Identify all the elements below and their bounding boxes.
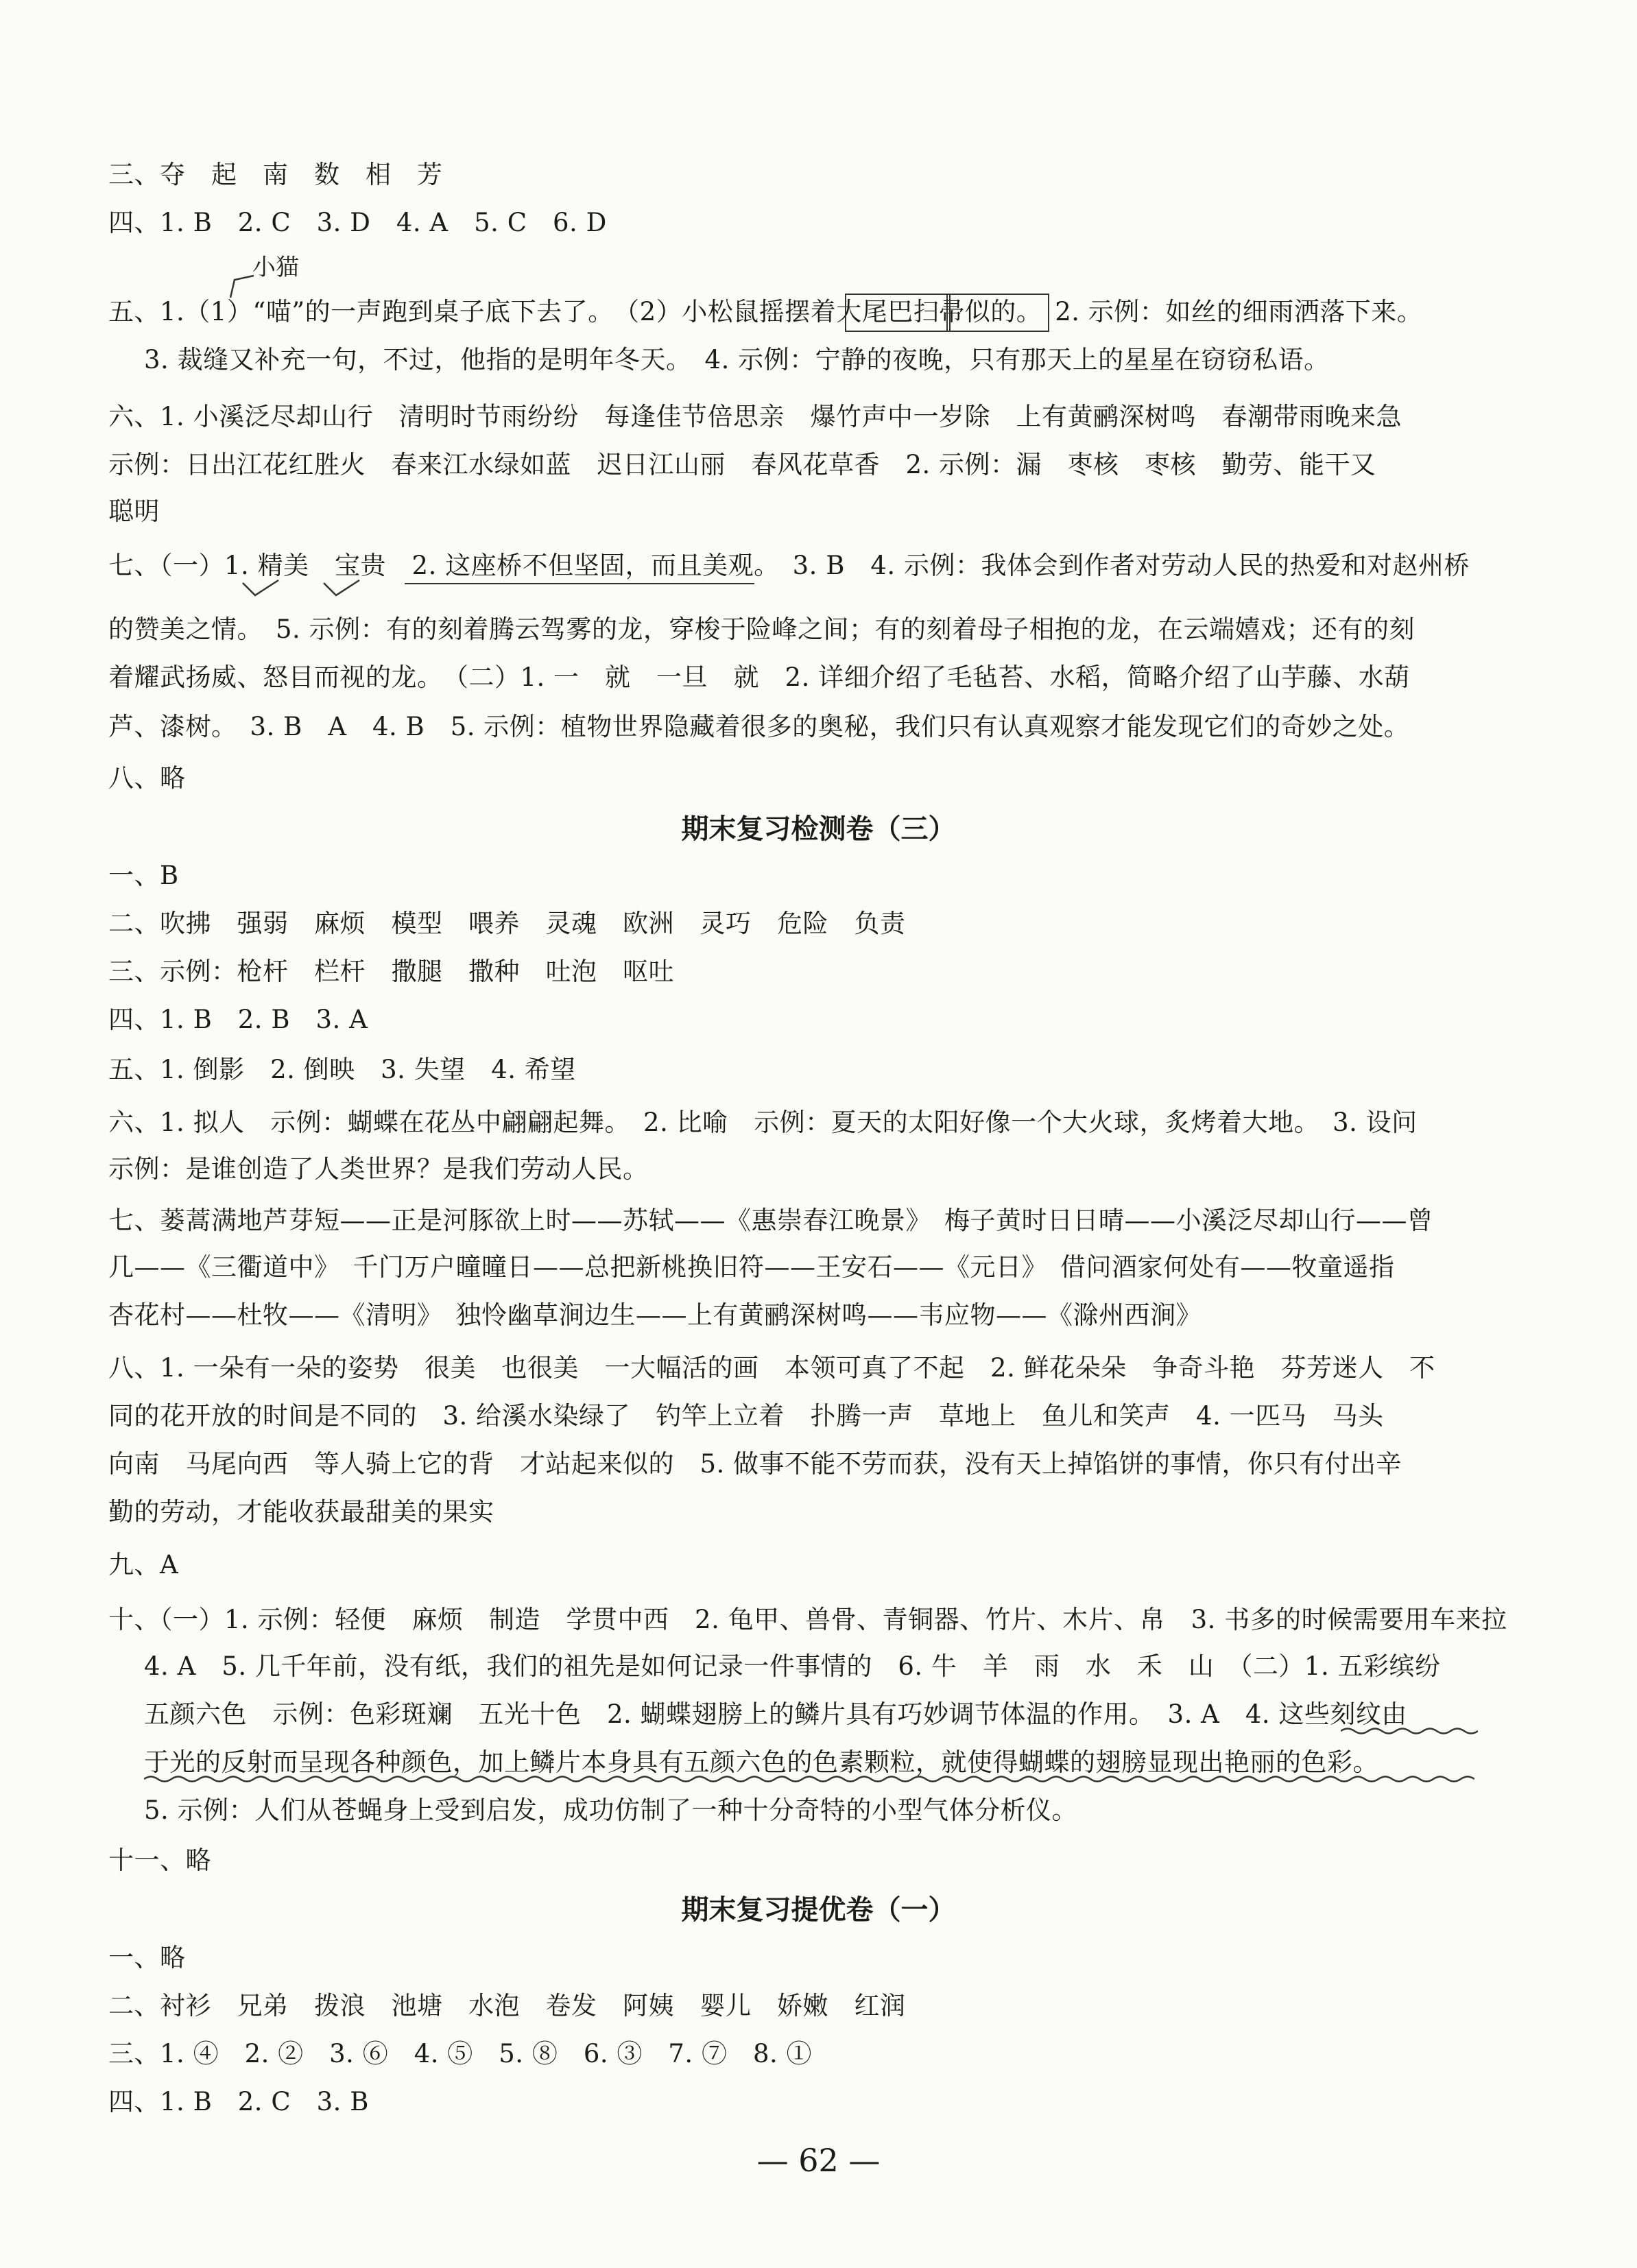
answer-line: 四、1. B 2. C 3. D 4. A 5. C 6. D — [108, 208, 607, 237]
answer-line: 五颜六色 示例：色彩斑斓 五光十色 2. 蝴蝶翅膀上的鳞片具有巧妙调节体温的作用。 3. A 4. 这些刻纹由 — [144, 1699, 1407, 1729]
answer-line: 五、1. 倒影 2. 倒映 3. 失望 4. 希望 — [108, 1055, 576, 1084]
answer-line: 八、略 — [108, 763, 186, 793]
check-mark-icon — [321, 577, 362, 598]
answer-line: 聪明 — [108, 497, 160, 526]
answer-line: 勤的劳动，才能收获最甜美的果实 — [108, 1497, 494, 1527]
answer-line: 向南 马尾向西 等人骑上它的背 才站起来似的 5. 做事不能不劳而获，没有天上掉馅饼的事情，你只有付出辛 — [108, 1449, 1402, 1479]
answer-line: 几——《三衢道中》 千门万户曈曈日——总把新桃换旧符——王安石——《元日》 借问酒家何处有——牧童遥指 — [108, 1252, 1395, 1282]
answer-line: 八、1. 一朵有一朵的姿势 很美 也很美 一大幅活的画 本领可真了不起 2. 鲜花朵朵 争奇斗艳 芬芳迷人 不 — [108, 1353, 1435, 1383]
answer-line: 4. A 5. 几千年前，没有纸，我们的祖先是如何记录一件事情的 6. 牛 羊 雨 水 禾 山 （二）1. 五彩缤纷 — [144, 1651, 1441, 1681]
answer-line: 三、1. ④ 2. ② 3. ⑥ 4. ⑤ 5. ⑧ 6. ③ 7. ⑦ 8. ① — [108, 2039, 813, 2068]
answer-line: 七、（一）1. 精美 宝贵 2. 这座桥不但坚固，而且美观。 3. B 4. 示例：我体会到作者对劳动人民的热爱和对赵州桥 — [108, 551, 1470, 580]
answer-line: 5. 示例：人们从苍蝇身上受到启发，成功仿制了一种十分奇特的小型气体分析仪。 — [144, 1795, 1078, 1825]
wavy-underline — [1341, 1726, 1478, 1736]
answer-line: 杏花村——杜牧——《清明》 独怜幽草涧边生——上有黄鹂深树鸣——韦应物——《滁州西涧》 — [108, 1300, 1202, 1330]
answer-line: 示例：日出江花红胜火 春来江水绿如蓝 迟日江山丽 春风花草香 2. 示例：漏 枣核 枣核 勤劳、能干又 — [108, 450, 1376, 479]
answer-line: 二、吹拂 强弱 麻烦 模型 喂养 灵魂 欧洲 灵巧 危险 负责 — [108, 909, 906, 938]
handwritten-box — [946, 294, 1049, 332]
check-mark-icon — [240, 577, 281, 598]
answer-line: 十、（一）1. 示例：轻便 麻烦 制造 学贯中西 2. 龟甲、兽骨、青铜器、竹片、木片、帛 3. 书多的时候需要用车来拉 — [108, 1605, 1507, 1634]
section-heading: 期末复习检测卷（三） — [681, 813, 956, 845]
answer-line: 六、1. 小溪泛尽却山行 清明时节雨纷纷 每逢佳节倍思亲 爆竹声中一岁除 上有黄鹂深树鸣 春潮带雨晚来急 — [108, 402, 1402, 431]
answer-line: 四、1. B 2. B 3. A — [108, 1005, 368, 1034]
answer-line: 同的花开放的时间是不同的 3. 给溪水染绿了 钓竿上立着 扑腾一声 草地上 鱼儿和笑声 4. 一匹马 马头 — [108, 1401, 1384, 1431]
answer-line: 五、1.（1）“喵”的一声跑到桌子底下去了。 （2）小松鼠摇摆着大尾巴扫帚似的。 2. 示例：如丝的细雨洒落下来。 — [108, 297, 1423, 326]
answer-line: 三、夺 起 南 数 相 芳 — [108, 160, 443, 189]
answer-line: 二、衬衫 兄弟 拨浪 池塘 水泡 卷发 阿姨 婴儿 娇嫩 红润 — [108, 1991, 906, 2020]
answer-line: 四、1. B 2. C 3. B — [108, 2087, 369, 2116]
answer-line: 于光的反射而呈现各种颜色，加上鳞片本身具有五颜六色的色素颗粒，就使得蝴蝶的翅膀显现出艳丽的色彩。 — [144, 1747, 1378, 1777]
answer-line: 一、略 — [108, 1943, 186, 1972]
answer-line: 着耀武扬威、怒目而视的龙。 （二）1. 一 就 一旦 就 2. 详细介绍了毛毡苔、水稻，简略介绍了山芋藤、水葫 — [108, 663, 1410, 692]
answer-line: 六、1. 拟人 示例：蝴蝶在花丛中翩翩起舞。 2. 比喻 示例：夏天的太阳好像一个大火球，炙烤着大地。 3. 设问 — [108, 1108, 1418, 1137]
handwritten-underline — [405, 583, 754, 584]
handwritten-annotation: 小猫 — [252, 254, 299, 281]
answer-line: 芦、漆树。 3. B A 4. B 5. 示例：植物世界隐藏着很多的奥秘，我们只有认真观察才能发现它们的奇妙之处。 — [108, 712, 1410, 741]
page-number: — 62 — — [756, 2142, 881, 2179]
answer-line: 一、B — [108, 861, 179, 890]
answer-line: 示例：是谁创造了人类世界？是我们劳动人民。 — [108, 1154, 649, 1184]
wavy-underline — [144, 1774, 1474, 1784]
answer-line: 三、示例：枪杆 栏杆 撒腿 撒种 吐泡 呕吐 — [108, 957, 674, 986]
answer-line: 十一、略 — [108, 1846, 211, 1875]
answer-line: 的赞美之情。 5. 示例：有的刻着腾云驾雾的龙，穿梭于险峰之间；有的刻着母子相抱的龙，在云端嬉戏；还有的刻 — [108, 614, 1415, 644]
answer-line: 七、蒌蒿满地芦芽短——正是河豚欲上时——苏轼——《惠崇春江晚景》 梅子黄时日日晴——小溪泛尽却山行——曾 — [108, 1206, 1433, 1235]
answer-line: 九、A — [108, 1550, 179, 1579]
section-heading: 期末复习提优卷（一） — [681, 1894, 956, 1926]
handwritten-box — [845, 294, 951, 332]
answer-line: 3. 裁缝又补充一句，不过，他指的是明年冬天。 4. 示例：宁静的夜晚，只有那天上的星星在窃窃私语。 — [144, 345, 1330, 374]
